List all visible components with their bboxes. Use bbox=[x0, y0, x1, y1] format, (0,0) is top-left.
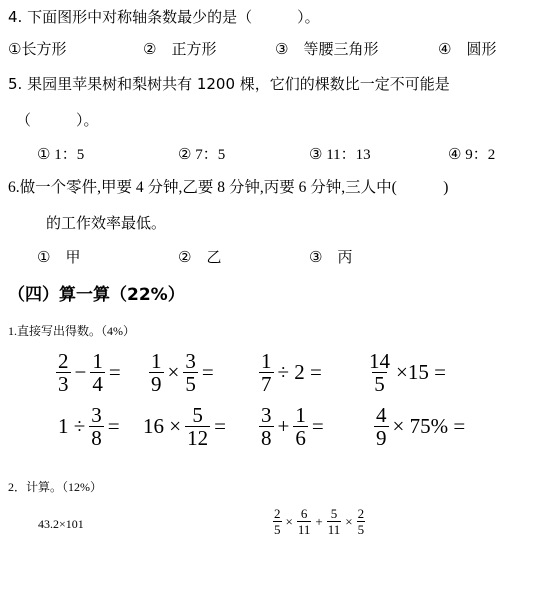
expression-5: 1 ÷ $\frac{3}{8}$ = bbox=[58, 403, 120, 450]
q4-option-b: ② 正方形 bbox=[143, 40, 217, 58]
fraction: $\frac{5}{11}$ bbox=[327, 506, 341, 537]
fraction: $\frac{1}{9}$ bbox=[151, 349, 162, 396]
question-6-stem-cont: 的工作效率最低。 bbox=[46, 214, 167, 232]
calc-2: $\frac{2}{5}$ × $\frac{6}{11}$ + $\frac{5}{11}$ × $\frac{2}{5}$ bbox=[274, 506, 365, 537]
q6-option-b: ② 乙 bbox=[178, 248, 222, 266]
section-title: （四）算一算（22%） bbox=[8, 285, 185, 305]
fraction: $\frac{3}{5}$ bbox=[185, 349, 196, 396]
question-6-stem: 6.做一个零件,甲要 4 分钟,乙要 8 分钟,丙要 6 分钟,三人中( ) bbox=[8, 179, 449, 196]
fraction: $\frac{4}{9}$ bbox=[376, 403, 387, 450]
question-5-stem: 5. 果园里苹果树和梨树共有 1200 棵，它们的棵数比一定不可能是 bbox=[8, 75, 450, 93]
fraction: $\frac{3}{8}$ bbox=[261, 403, 272, 450]
q5-option-a: ① 1：5 bbox=[37, 147, 85, 163]
q4-option-d: ④ 圆形 bbox=[438, 40, 497, 58]
calc-1: 43.2×101 bbox=[38, 517, 84, 531]
expression-8: $\frac{4}{9}$ × 75% = bbox=[376, 403, 466, 450]
expression-4: $\frac{14}{5}$ ×15 = bbox=[369, 349, 446, 396]
fraction: $\frac{6}{11}$ bbox=[297, 506, 311, 537]
expression-7: $\frac{3}{8}$ + $\frac{1}{6}$ = bbox=[261, 403, 324, 450]
part1-title: 1.直接写出得数。（4%） bbox=[8, 324, 135, 338]
q5-option-b: ② 7：5 bbox=[178, 147, 226, 163]
fraction: $\frac{2}{5}$ bbox=[274, 506, 281, 537]
question-4-stem: 4. 下面图形中对称轴条数最少的是（ ）。 bbox=[8, 8, 320, 26]
expression-2: $\frac{1}{9}$ × $\frac{3}{5}$ = bbox=[151, 349, 214, 396]
expression-1: $\frac{2}{3}$ − $\frac{1}{4}$ = bbox=[58, 349, 121, 396]
q4-option-a: ①长方形 bbox=[8, 40, 67, 58]
fraction: $\frac{1}{6}$ bbox=[295, 403, 306, 450]
part2-title: 2．计算。（12%） bbox=[8, 480, 102, 494]
expression-6: 16 × $\frac{5}{12}$ = bbox=[143, 403, 226, 450]
expression-3: $\frac{1}{7}$ ÷ 2 = bbox=[261, 349, 322, 396]
q5-option-c: ③ 11：13 bbox=[309, 147, 371, 163]
fraction: $\frac{2}{3}$ bbox=[58, 349, 69, 396]
q6-option-c: ③ 丙 bbox=[309, 248, 353, 266]
fraction: $\frac{3}{8}$ bbox=[91, 403, 102, 450]
fraction: $\frac{1}{7}$ bbox=[261, 349, 272, 396]
q6-option-a: ① 甲 bbox=[37, 248, 81, 266]
question-5-blank: （ ）。 bbox=[16, 111, 99, 129]
q4-option-c: ③ 等腰三角形 bbox=[275, 40, 379, 58]
fraction: $\frac{5}{12}$ bbox=[187, 403, 209, 450]
q5-option-d: ④ 9：2 bbox=[448, 147, 496, 163]
fraction: $\frac{2}{5}$ bbox=[357, 506, 365, 537]
fraction: $\frac{1}{4}$ bbox=[92, 349, 103, 396]
fraction: $\frac{14}{5}$ bbox=[369, 349, 390, 396]
